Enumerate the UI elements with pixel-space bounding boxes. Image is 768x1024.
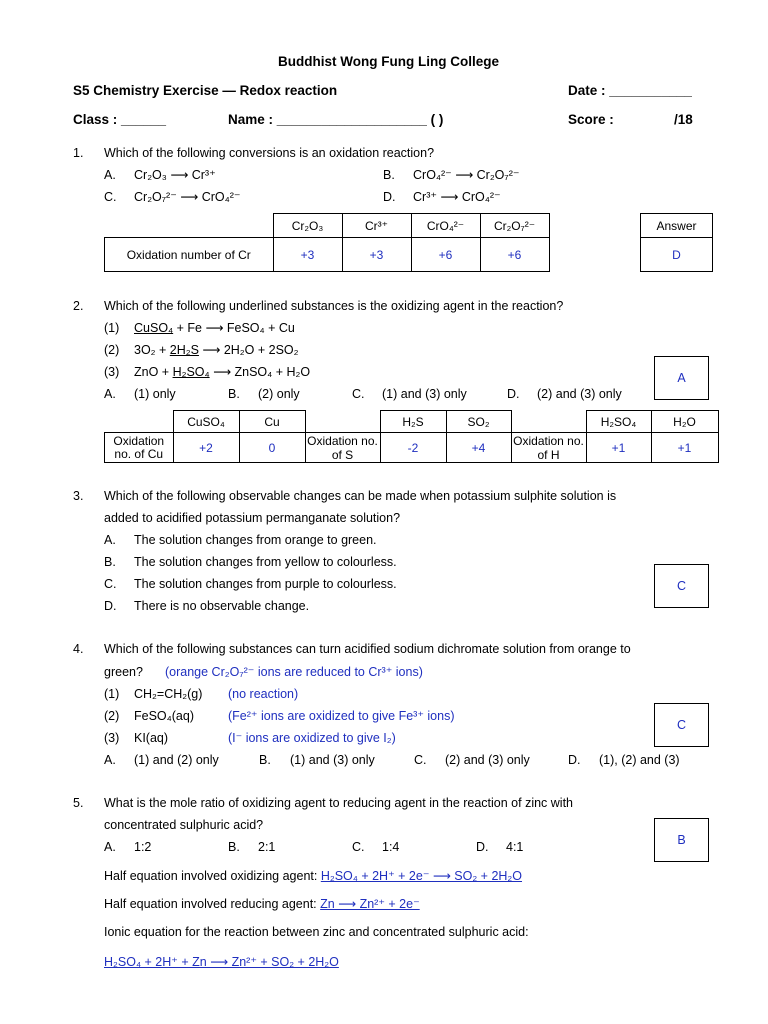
option-label: C. — [414, 753, 427, 767]
item-text: CH₂=CH₂(g) — [134, 687, 203, 701]
table-header: H₂SO₄ — [586, 411, 651, 433]
item-number: (1) — [104, 687, 120, 701]
table-header: Cr³⁺ — [342, 214, 411, 238]
option-label: A. — [104, 387, 116, 401]
table-value: +1 — [651, 433, 718, 463]
question-number: 4. — [73, 642, 84, 656]
table-header: CuSO₄ — [173, 411, 239, 433]
table-header: H₂O — [651, 411, 718, 433]
option-text: 4:1 — [506, 840, 524, 854]
option-label: D. — [383, 190, 396, 204]
item-number: (2) — [104, 709, 120, 723]
table-header: CrO₄²⁻ — [411, 214, 480, 238]
option-text: (2) only — [258, 387, 300, 401]
reaction-number: (1) — [104, 321, 120, 335]
option-label: D. — [507, 387, 520, 401]
option-text: (1), (2) and (3) — [599, 753, 680, 767]
reaction: CuSO₄ + Fe ⟶ FeSO₄ + Cu — [134, 321, 295, 335]
option-text: 1:4 — [382, 840, 400, 854]
table-header: Cr₂O₇²⁻ — [480, 214, 549, 238]
table-value: +3 — [342, 238, 411, 272]
option-label: D. — [568, 753, 581, 767]
option-label: C. — [352, 387, 365, 401]
option-label: A. — [104, 533, 116, 547]
row-label-cu: Oxidation no. of Cu — [105, 433, 174, 463]
table-value: -2 — [380, 433, 446, 463]
option-label: A. — [104, 753, 116, 767]
option-label: C. — [104, 190, 117, 204]
option-text: (2) and (3) only — [537, 387, 622, 401]
table-value: +6 — [411, 238, 480, 272]
option-text: Cr₂O₇²⁻ ⟶ CrO₄²⁻ — [134, 190, 241, 204]
option-label: B. — [259, 753, 271, 767]
table-value: +3 — [273, 238, 342, 272]
item-number: (3) — [104, 731, 120, 745]
answer-box: A — [654, 356, 709, 400]
half-equation-reducing: Half equation involved reducing agent: Zn ⟶ Zn²⁺ + 2e⁻ — [104, 897, 420, 911]
ionic-equation: H₂SO₄ + 2H⁺ + Zn ⟶ Zn²⁺ + SO₂ + 2H₂O — [104, 955, 339, 969]
ionic-equation-label: Ionic equation for the reaction between zinc and concentrated sulphuric acid: — [104, 925, 529, 939]
option-text: 2:1 — [258, 840, 276, 854]
option-label: D. — [104, 599, 117, 613]
row-label-s: Oxidation no. of S — [305, 433, 380, 463]
exercise-title: S5 Chemistry Exercise — Redox reaction — [73, 83, 338, 98]
option-label: A. — [104, 168, 116, 182]
question-text: added to acidified potassium permanganate solution? — [104, 511, 401, 525]
question-number: 2. — [73, 299, 84, 313]
question-text: Which of the following underlined substances is the oxidizing agent in the reaction? — [104, 299, 564, 313]
option-text: The solution changes from orange to green. — [134, 533, 377, 547]
answer-box: C — [654, 703, 709, 747]
option-label: B. — [228, 840, 240, 854]
table-header: H₂S — [380, 411, 446, 433]
question-text: Which of the following substances can turn acidified sodium dichromate solution from orange to — [104, 642, 631, 656]
item-text: KI(aq) — [134, 731, 169, 745]
option-label: D. — [476, 840, 489, 854]
oxidation-table-q1 — [104, 213, 550, 272]
option-label: C. — [104, 577, 117, 591]
option-text: There is no observable change. — [134, 599, 310, 613]
reaction-number: (3) — [104, 365, 120, 379]
option-label: B. — [383, 168, 395, 182]
option-text: Cr³⁺ ⟶ CrO₄²⁻ — [413, 190, 501, 204]
question-text: Which of the following conversions is an oxidation reaction? — [104, 146, 435, 160]
question-text: concentrated sulphuric acid? — [104, 818, 264, 832]
row-label: Oxidation number of Cr — [105, 238, 274, 272]
question-text: What is the mole ratio of oxidizing agent to reducing agent in the reaction of zinc with — [104, 796, 574, 810]
reaction: 3O₂ + 2H₂S ⟶ 2H₂O + 2SO₂ — [134, 343, 299, 357]
option-label: C. — [352, 840, 365, 854]
table-header: SO₂ — [446, 411, 511, 433]
question-text: green? — [104, 665, 143, 679]
table-header: Cu — [239, 411, 305, 433]
answer-label: Answer — [641, 214, 713, 238]
item-note: (I⁻ ions are oxidized to give I₂) — [228, 731, 396, 745]
answer-value: D — [641, 238, 713, 272]
answer-box: B — [654, 818, 709, 862]
answer-table-q1 — [640, 213, 713, 272]
half-equation-oxidizing: Half equation involved oxidizing agent: H₂SO₄ + 2H⁺ + 2e⁻ ⟶ SO₂ + 2H₂O — [104, 869, 523, 883]
option-text: CrO₄²⁻ ⟶ Cr₂O₇²⁻ — [413, 168, 520, 182]
table-header: Cr₂O₃ — [273, 214, 342, 238]
item-note: (no reaction) — [228, 687, 299, 701]
option-text: The solution changes from yellow to colourless. — [134, 555, 397, 569]
row-label-h: Oxidation no. of H — [511, 433, 586, 463]
table-value: +2 — [173, 433, 239, 463]
option-text: (1) and (3) only — [382, 387, 467, 401]
table-value: 0 — [239, 433, 305, 463]
oxidation-table-q2 — [104, 410, 719, 463]
item-note: (Fe²⁺ ions are oxidized to give Fe³⁺ ions) — [228, 709, 455, 723]
reaction: ZnO + H₂SO₄ ⟶ ZnSO₄ + H₂O — [134, 365, 311, 379]
school-name: Buddhist Wong Fung Ling College — [278, 54, 499, 69]
reaction-number: (2) — [104, 343, 120, 357]
question-number: 5. — [73, 796, 84, 810]
answer-note: (orange Cr₂O₇²⁻ ions are reduced to Cr³⁺ ions) — [165, 665, 423, 679]
score-total: /18 — [674, 112, 693, 127]
option-label: B. — [228, 387, 240, 401]
date-field: Date : ___________ — [568, 83, 692, 98]
table-value: +6 — [480, 238, 549, 272]
option-text: (1) only — [134, 387, 176, 401]
item-text: FeSO₄(aq) — [134, 709, 194, 723]
option-text: (1) and (2) only — [134, 753, 219, 767]
question-text: Which of the following observable changes can be made when potassium sulphite solution is — [104, 489, 617, 503]
option-text: (1) and (3) only — [290, 753, 375, 767]
table-value: +4 — [446, 433, 511, 463]
question-number: 3. — [73, 489, 84, 503]
option-label: B. — [104, 555, 116, 569]
option-text: 1:2 — [134, 840, 152, 854]
question-number: 1. — [73, 146, 84, 160]
score-label: Score : — [568, 112, 614, 127]
option-text: The solution changes from purple to colourless. — [134, 577, 397, 591]
class-field: Class : ______ — [73, 112, 167, 127]
name-field: Name : ____________________ ( ) — [228, 112, 444, 127]
option-label: A. — [104, 840, 116, 854]
answer-box: C — [654, 564, 709, 608]
table-value: +1 — [586, 433, 651, 463]
option-text: (2) and (3) only — [445, 753, 530, 767]
option-text: Cr₂O₃ ⟶ Cr³⁺ — [134, 168, 216, 182]
